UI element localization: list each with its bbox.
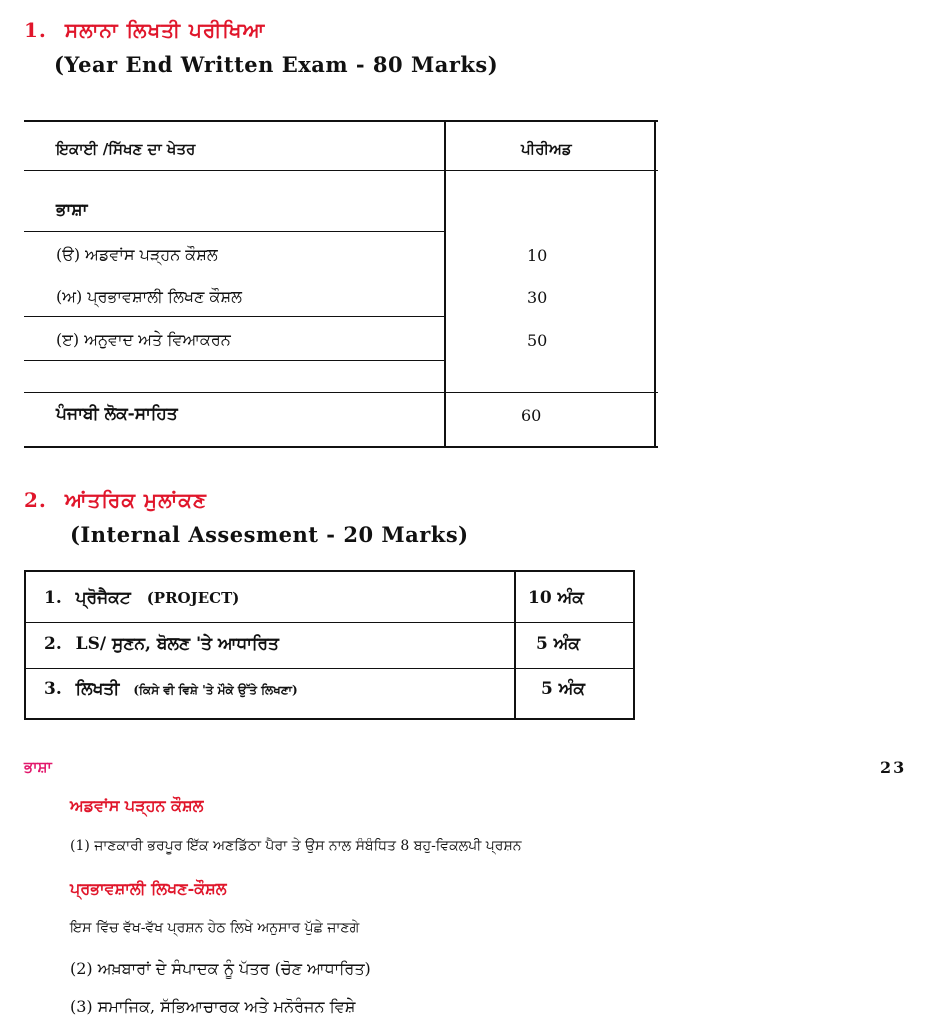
table1-row-label: (ੲ) ਅਨੁਵਾਦ ਅਤੇ ਵਿਆਕਰਨ bbox=[56, 330, 231, 349]
table1-last-row-periods: 60 bbox=[521, 406, 542, 425]
heading-advanced-reading: ਅਡਵਾਂਸ ਪੜ੍ਹਨ ਕੌਸ਼ਲ bbox=[70, 796, 204, 815]
section-2-heading bbox=[24, 488, 207, 512]
table2-row-extra: (ਕਿਸੇ ਵੀ ਵਿਸ਼ੇ 'ਤੇ ਮੌਕੇ ਉੱਤੇ ਲਿਖਣਾ) bbox=[133, 683, 298, 697]
table1-header-area: ਇਕਾਈ /ਸਿੱਖਣ ਦਾ ਖੇਤਰ bbox=[56, 140, 196, 158]
list-item: (2) ਅਖ਼ਬਾਰਾਂ ਦੇ ਸੰਪਾਦਕ ਨੂੰ ਪੱਤਰ (ਚੋਣ ਆਧਾਰਿਤ) bbox=[70, 959, 371, 978]
section-1-number: 1. bbox=[24, 18, 47, 42]
list-item: (3) ਸਮਾਜਿਕ, ਸੱਭਿਆਚਾਰਕ ਅਤੇ ਮਨੋਰੰਜਨ ਵਿਸ਼ੇ bbox=[70, 997, 356, 1016]
table2-row-number: 1. bbox=[44, 588, 62, 608]
table1-row-periods: 30 bbox=[527, 288, 548, 307]
table2-row-label: LS/ ਸੁਣਨ, ਬੋਲਣ 'ਤੇ ਆਧਾਰਿਤ bbox=[75, 634, 279, 654]
table2-left-border bbox=[24, 570, 26, 720]
table2-row-label: ਪ੍ਰੋਜੈਕਟ bbox=[75, 588, 131, 608]
section-2-number: 2. bbox=[24, 488, 47, 512]
table2-row-number: 2. bbox=[44, 634, 62, 654]
page-number: 23 bbox=[880, 758, 907, 777]
table1-row-periods: 10 bbox=[527, 246, 548, 265]
intro-text: ਇਸ ਵਿੱਚ ਵੱਖ-ਵੱਖ ਪ੍ਰਸ਼ਨ ਹੇਠ ਲਿਖੇ ਅਨੁਸਾਰ ਪੁੱਛੇ ਜਾਣਗੇ bbox=[70, 920, 360, 936]
table2-top-border bbox=[24, 570, 635, 572]
table1-row-label: (ੳ) ਅਡਵਾਂਸ ਪੜ੍ਹਨ ਕੌਸ਼ਲ bbox=[56, 245, 218, 264]
table2-row-marks: 5 ਅੰਕ bbox=[541, 679, 585, 699]
table1-last-row-label: ਪੰਜਾਬੀ ਲੋਕ-ਸਾਹਿਤ bbox=[56, 404, 178, 424]
table2-column-divider bbox=[514, 570, 516, 720]
table2-bottom-border bbox=[24, 718, 635, 720]
table2-row-number: 3. bbox=[44, 679, 62, 699]
table2-row bbox=[44, 588, 239, 608]
section-2-subtitle: (Internal Assesment - 20 Marks) bbox=[70, 522, 469, 547]
table1-bottom-border bbox=[24, 446, 658, 448]
table2-row bbox=[44, 634, 279, 654]
table1-header-periods: ਪੀਰੀਅਡ bbox=[521, 140, 572, 158]
table2-row-divider bbox=[24, 668, 635, 669]
section-1-subtitle: (Year End Written Exam - 80 Marks) bbox=[54, 52, 499, 77]
table1-row-divider bbox=[24, 316, 446, 317]
table1-header-divider bbox=[24, 170, 658, 171]
footer-section-label: ਭਾਸ਼ਾ bbox=[24, 758, 52, 776]
table2-row-divider bbox=[24, 622, 635, 623]
section-1-title: ਸਲਾਨਾ ਲਿਖਤੀ ਪਰੀਖਿਆ bbox=[64, 18, 266, 42]
table1-row-divider bbox=[24, 392, 658, 393]
table2-row-label: ਲਿਖਤੀ bbox=[75, 679, 120, 699]
section-2-title: ਆਂਤਰਿਕ ਮੁਲਾਂਕਣ bbox=[64, 488, 207, 512]
table1-row-divider bbox=[24, 360, 446, 361]
table1-row-label: (ਅ) ਪ੍ਰਭਾਵਸ਼ਾਲੀ ਲਿਖਣ ਕੌਸ਼ਲ bbox=[56, 287, 242, 306]
table1-group-label: ਭਾਸ਼ਾ bbox=[56, 200, 88, 220]
section-1-heading bbox=[24, 18, 265, 42]
table2-row-marks: 10 ਅੰਕ bbox=[528, 588, 584, 608]
table2-right-border bbox=[633, 570, 635, 720]
table2-row-marks: 5 ਅੰਕ bbox=[536, 634, 580, 654]
table2-row-extra: (PROJECT) bbox=[146, 589, 240, 607]
heading-effective-writing: ਪ੍ਰਭਾਵਸ਼ਾਲੀ ਲਿਖਣ-ਕੌਸ਼ਲ bbox=[70, 879, 227, 898]
table2-row bbox=[44, 679, 298, 699]
table1-top-border bbox=[24, 120, 658, 122]
list-item: (1) ਜਾਣਕਾਰੀ ਭਰਪੂਰ ਇੱਕ ਅਣਡਿੱਠਾ ਪੈਰਾ ਤੇ ਉਸ ਨਾਲ ਸੰਬੰਧਿਤ 8 ਬਹੁ-ਵਿਕਲਪੀ ਪ੍ਰਸ਼ਨ bbox=[70, 838, 522, 854]
table1-row-periods: 50 bbox=[527, 331, 548, 350]
table1-group-divider bbox=[24, 231, 446, 232]
